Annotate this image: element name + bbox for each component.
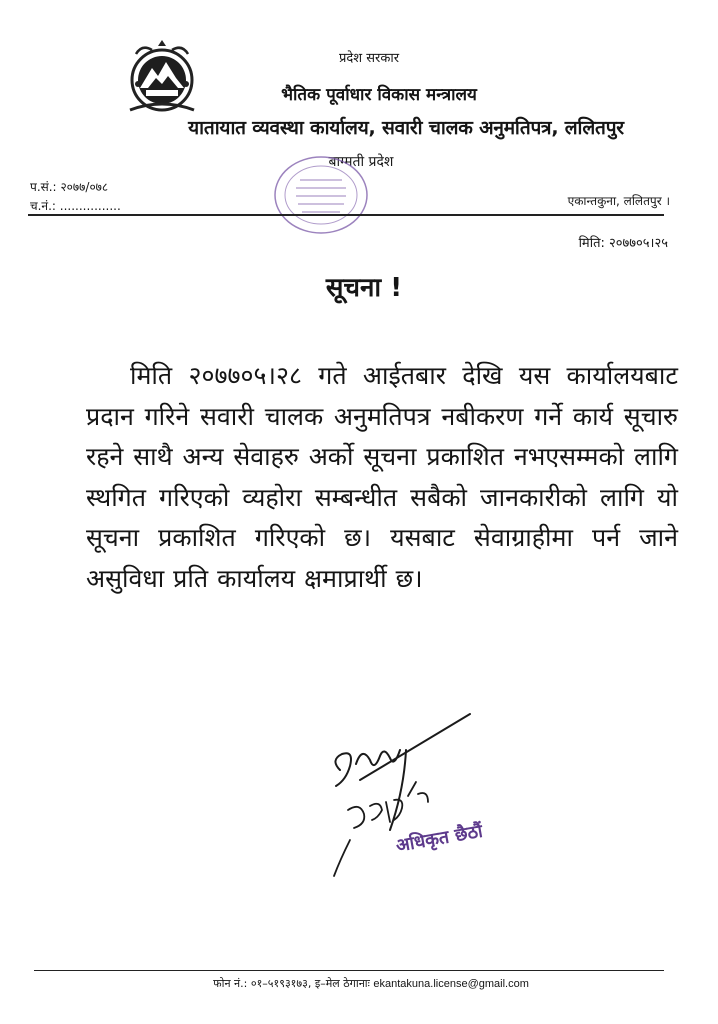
notice-title: सूचना ! — [325, 273, 403, 303]
reference-value: २०७७/०७८ — [60, 180, 109, 194]
reference-number — [30, 178, 108, 195]
reference-label: प.सं.: — [30, 180, 57, 194]
footer-contact — [0, 976, 718, 991]
letterhead-line-ministry: भैतिक पूर्वाधार विकास मन्त्रालय — [281, 85, 477, 105]
footer-email[interactable]: ekantakuna.license@gmail.com — [373, 978, 529, 990]
footer-phone: फोन नं.: ०१–५१९३१७३, इ–मेल ठेगानाः — [213, 977, 370, 990]
letterhead-line-province: बाग्मती प्रदेश — [328, 154, 394, 170]
dispatch-number — [30, 197, 121, 214]
notice-body: मिति २०७७०५।२८ गते आईतबार देखि यस कार्यालयबाट प्रदान गरिने सवारी चालक अनुमतिपत्र नबीकरण गर्ने कार्य सूचारु रहने साथै अन्य सेवाहरु अर्को सूचना प्रकाशित नभएसम्मको लागि स्थगित गरिएको व्यहोरा सम्बन्धीत सबैको जानकारीको लागि यो सूचना प्रकाशित गरिएको छ। यसबाट सेवाग्राहीमा पर्न जाने असुविधा प्रति कार्यालय क्षमाप्रार्थी छ। — [86, 361, 678, 593]
dispatch-value: ................ — [59, 199, 121, 213]
office-address: एकान्तकुना, ललितपुर । — [567, 194, 670, 208]
officer-stamp — [394, 822, 504, 872]
letterhead-line-province-government: प्रदेश सरकार — [338, 51, 400, 66]
header-divider — [28, 214, 664, 216]
letterhead-line-office: यातायात व्यवस्था कार्यालय, सवारी चालक अनुमतिपत्र, ललितपुर — [188, 117, 624, 139]
footer-divider — [34, 970, 664, 971]
officer-stamp-text: अधिकृत छैठौं — [394, 820, 485, 857]
notice-date: मिति: २०७७०५।२५ — [578, 236, 668, 251]
office-seal-icon — [266, 150, 376, 240]
dispatch-label: च.नं.: — [30, 199, 56, 213]
